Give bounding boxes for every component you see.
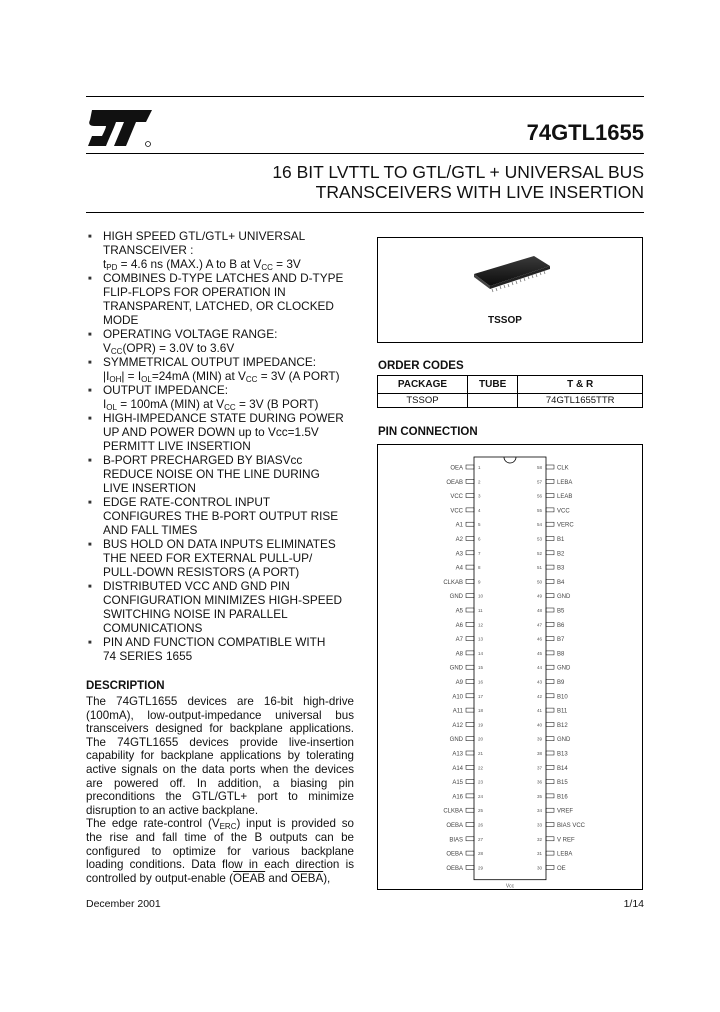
pin-number: 34 bbox=[536, 808, 542, 814]
left-pin bbox=[466, 637, 474, 641]
feature-item bbox=[86, 271, 368, 327]
left-pin bbox=[466, 508, 474, 512]
description-line: The edge rate-control $(V_{ERC})$ input is provided so bbox=[86, 817, 354, 832]
left-pin bbox=[466, 722, 474, 726]
feature-item bbox=[86, 229, 368, 271]
left-pin-label: GND bbox=[449, 737, 463, 744]
table-header-row bbox=[378, 376, 643, 394]
pin-number: 14 bbox=[478, 650, 484, 656]
left-pin bbox=[466, 865, 474, 869]
right-pin-label: V REF bbox=[557, 837, 575, 844]
left-pin bbox=[466, 823, 474, 827]
right-pin bbox=[546, 522, 554, 526]
right-pin-label: B1 bbox=[557, 537, 565, 543]
feature-item bbox=[86, 355, 368, 383]
pin-connection-heading: PIN CONNECTION bbox=[378, 426, 478, 438]
left-pin-label: A10 bbox=[452, 694, 463, 701]
left-pin-label: OEAB bbox=[446, 479, 463, 486]
left-pin bbox=[466, 694, 474, 698]
left-pin-label: A8 bbox=[455, 651, 463, 658]
description-line: capability for backplane applications by tolerating bbox=[86, 749, 354, 763]
right-pin-label: B16 bbox=[557, 794, 568, 801]
feature-line: COMBINES D-TYPE LATCHES AND D-TYPE bbox=[103, 271, 344, 285]
right-pin-label: VREF bbox=[557, 808, 574, 815]
left-pin bbox=[466, 565, 474, 569]
pin-connection-diagram bbox=[378, 445, 642, 889]
description-line: are powered off. In addition, a biasing pin bbox=[86, 776, 354, 790]
pin-number: 32 bbox=[536, 836, 542, 842]
left-pin-label: A3 bbox=[455, 551, 463, 558]
feature-line: SWITCHING NOISE IN PARALLEL bbox=[103, 607, 288, 621]
pin-number: 15 bbox=[478, 665, 484, 671]
left-pin-label: A15 bbox=[452, 780, 463, 787]
bullet-icon: ■ bbox=[88, 500, 92, 506]
left-pin bbox=[466, 837, 474, 841]
left-pin-label: A5 bbox=[455, 608, 463, 615]
feature-line: $t_{PD} = 4.6$ ns (MAX.) A to B at $V_{CC} = 3V$ bbox=[103, 257, 301, 272]
left-pin bbox=[466, 608, 474, 612]
feature-line: COMUNICATIONS bbox=[103, 621, 203, 635]
pin-number: 28 bbox=[478, 851, 484, 857]
right-pin bbox=[546, 794, 554, 798]
left-pin bbox=[466, 551, 474, 555]
left-pin-label: A1 bbox=[455, 522, 463, 529]
left-pin-label: A12 bbox=[452, 722, 463, 729]
feature-line: 74 SERIES 1655 bbox=[103, 649, 193, 663]
left-pin-label: A2 bbox=[455, 537, 463, 543]
pin-number: 39 bbox=[536, 736, 542, 742]
right-pin bbox=[546, 651, 554, 655]
feature-line: PIN AND FUNCTION COMPATIBLE WITH bbox=[103, 635, 326, 649]
right-pin bbox=[546, 479, 554, 483]
feature-line: CONFIGURES THE B-PORT OUTPUT RISE bbox=[103, 509, 339, 523]
bullet-icon: ■ bbox=[88, 332, 92, 338]
left-pin bbox=[466, 808, 474, 812]
right-pin-label: VCC bbox=[557, 508, 570, 515]
pin-number: 40 bbox=[536, 722, 542, 728]
pin-number: 35 bbox=[536, 793, 542, 799]
feature-line: REDUCE NOISE ON THE LINE DURING bbox=[103, 467, 320, 481]
pin-number: 12 bbox=[478, 622, 484, 628]
feature-line: PERMITT LIVE INSERTION bbox=[103, 439, 251, 453]
tssop-package-image bbox=[470, 252, 552, 294]
feature-line: THE NEED FOR EXTERNAL PULL-UP/ bbox=[103, 551, 313, 565]
left-pin bbox=[466, 494, 474, 498]
bullet-icon: ■ bbox=[88, 234, 92, 240]
order-codes-table bbox=[377, 375, 643, 408]
left-pin-label: VCC bbox=[450, 508, 463, 515]
right-pin-label: B9 bbox=[557, 680, 565, 686]
feature-line: OPERATING VOLTAGE RANGE: bbox=[103, 327, 278, 341]
table-cell: 74GTL1655TTR bbox=[518, 394, 643, 408]
pin-number: 58 bbox=[536, 465, 542, 470]
pin-number: 47 bbox=[536, 622, 542, 628]
pin-number: 26 bbox=[478, 822, 484, 828]
feature-line: CONFIGURATION MINIMIZES HIGH-SPEED bbox=[103, 593, 343, 607]
bullet-icon: ■ bbox=[88, 584, 92, 590]
right-pin bbox=[546, 722, 554, 726]
description-line: preconditions the GTL/GTL+ port to minimize bbox=[86, 790, 354, 804]
pin-number: 1 bbox=[478, 465, 481, 470]
left-pin bbox=[466, 522, 474, 526]
right-pin-label: GND bbox=[557, 665, 571, 672]
right-pin-label: LEAB bbox=[557, 494, 573, 501]
feature-line: $I_{OL} = 100mA$ (MIN) at $V_{CC} = 3V$ (B PORT) bbox=[103, 397, 319, 412]
pin-number: 52 bbox=[536, 550, 542, 556]
pin-number: 46 bbox=[536, 636, 542, 642]
pin-number: 7 bbox=[478, 550, 481, 556]
left-pin-label: CLKAB bbox=[443, 579, 463, 586]
ic-bottom-label: Vcc bbox=[505, 883, 515, 889]
header-bottom-rule bbox=[86, 212, 644, 213]
pin-number: 23 bbox=[478, 779, 484, 785]
feature-list bbox=[86, 229, 368, 663]
description-line: controlled by output-enable (OEAB and OEBA), bbox=[86, 871, 331, 885]
left-pin bbox=[466, 751, 474, 755]
left-pin-label: BIAS bbox=[449, 837, 463, 844]
table-row bbox=[378, 394, 643, 408]
left-pin-label: OEBA bbox=[446, 865, 463, 872]
right-pin-label: GND bbox=[557, 737, 571, 744]
left-pin bbox=[466, 479, 474, 483]
pin-number: 57 bbox=[536, 479, 542, 485]
right-pin bbox=[546, 665, 554, 669]
feature-item bbox=[86, 453, 368, 495]
description-body bbox=[86, 695, 354, 885]
left-pin bbox=[466, 465, 474, 469]
bullet-icon: ■ bbox=[88, 416, 92, 422]
right-pin bbox=[546, 765, 554, 769]
left-pin-label: VCC bbox=[450, 494, 463, 501]
description-line: disruption to an active backplane. bbox=[86, 803, 259, 817]
left-pin bbox=[466, 622, 474, 626]
feature-item bbox=[86, 411, 368, 453]
pin-number: 10 bbox=[478, 593, 484, 599]
right-pin-label: LEBA bbox=[557, 851, 573, 858]
left-pin-label: GND bbox=[449, 594, 463, 601]
package-label: TSSOP bbox=[488, 315, 522, 326]
feature-line: HIGH SPEED GTL/GTL+ UNIVERSAL bbox=[103, 229, 306, 243]
right-pin bbox=[546, 594, 554, 598]
pin-number: 2 bbox=[478, 479, 481, 485]
description-line: the rise and fall time of the B outputs can be bbox=[86, 830, 354, 844]
description-paragraph-1 bbox=[86, 695, 354, 817]
description-heading: DESCRIPTION bbox=[86, 680, 165, 692]
left-pin-label: A7 bbox=[455, 637, 463, 644]
pin-number: 49 bbox=[536, 593, 542, 599]
left-pin bbox=[466, 665, 474, 669]
description-line: active signals on the data ports when the devices bbox=[86, 762, 354, 776]
pin-number: 16 bbox=[478, 679, 484, 685]
left-pin-label: OEA bbox=[450, 465, 463, 472]
right-pin bbox=[546, 708, 554, 712]
pin-number: 6 bbox=[478, 536, 481, 542]
column-header: T & R bbox=[518, 376, 643, 394]
right-pin bbox=[546, 537, 554, 541]
pin-number: 41 bbox=[536, 708, 542, 714]
left-pin-label: A16 bbox=[452, 794, 463, 801]
bullet-icon: ■ bbox=[88, 360, 92, 366]
feature-item bbox=[86, 579, 368, 635]
left-pin bbox=[466, 851, 474, 855]
pin-number: 53 bbox=[536, 536, 542, 542]
top-rule bbox=[86, 96, 644, 97]
pin-number: 19 bbox=[478, 722, 484, 728]
description-line: transceivers designed for backplane applications. bbox=[86, 722, 354, 736]
pin-number: 11 bbox=[478, 608, 483, 613]
right-pin bbox=[546, 851, 554, 855]
left-pin-label: A13 bbox=[452, 751, 463, 758]
right-pin bbox=[546, 465, 554, 469]
right-pin-label: B2 bbox=[557, 551, 565, 558]
left-pin bbox=[466, 765, 474, 769]
feature-line: PULL-DOWN RESISTORS (A PORT) bbox=[103, 565, 300, 579]
pin-number: 51 bbox=[536, 565, 542, 571]
feature-line: AND FALL TIMES bbox=[103, 523, 198, 537]
pin-number: 50 bbox=[536, 579, 542, 585]
feature-item bbox=[86, 635, 368, 663]
description-paragraph-2 bbox=[86, 817, 354, 885]
feature-item bbox=[86, 537, 368, 579]
feature-line: $V_{CC}(OPR) = 3.0V$ to 3.6V bbox=[103, 341, 235, 356]
order-codes-heading: ORDER CODES bbox=[378, 360, 464, 372]
right-pin bbox=[546, 622, 554, 626]
pin-number: 43 bbox=[536, 679, 542, 685]
pin-number: 44 bbox=[536, 665, 542, 671]
left-pin bbox=[466, 651, 474, 655]
bullet-icon: ■ bbox=[88, 458, 92, 464]
left-pin bbox=[466, 537, 474, 541]
table-cell: TSSOP bbox=[378, 394, 468, 408]
pin-number: 18 bbox=[478, 708, 484, 714]
table-cell bbox=[467, 394, 518, 408]
left-pin bbox=[466, 579, 474, 583]
title-rule bbox=[86, 153, 644, 154]
right-pin-label: B4 bbox=[557, 579, 565, 586]
pin-number: 25 bbox=[478, 808, 484, 814]
footer-date: December 2001 bbox=[86, 898, 161, 910]
left-pin bbox=[466, 680, 474, 684]
description-line: configured to optimize for various backplane bbox=[86, 844, 354, 858]
left-pin-label: GND bbox=[449, 665, 463, 672]
right-pin-label: B12 bbox=[557, 722, 568, 729]
right-pin-label: B7 bbox=[557, 637, 565, 644]
right-pin bbox=[546, 737, 554, 741]
right-pin-label: B3 bbox=[557, 565, 565, 572]
feature-item bbox=[86, 383, 368, 411]
pin-number: 27 bbox=[478, 836, 484, 842]
right-pin-label: B10 bbox=[557, 694, 568, 701]
feature-line: TRANSPARENT, LATCHED, OR CLOCKED bbox=[103, 299, 334, 313]
feature-line: DISTRIBUTED VCC AND GND PIN bbox=[103, 579, 290, 593]
right-pin-label: GND bbox=[557, 594, 571, 601]
right-pin bbox=[546, 494, 554, 498]
feature-line: MODE bbox=[103, 313, 139, 327]
pin-number: 36 bbox=[536, 779, 542, 785]
feature-line: $|I_{OH}| = I_{OL}=24mA$ (MIN) at $V_{CC} = 3V$ (A PORT) bbox=[103, 369, 340, 384]
left-pin bbox=[466, 708, 474, 712]
bullet-icon: ■ bbox=[88, 276, 92, 282]
right-pin-label: BIAS VCC bbox=[557, 823, 586, 829]
left-pin-label: OEBA bbox=[446, 823, 463, 829]
pin-number: 29 bbox=[478, 865, 484, 871]
feature-item bbox=[86, 495, 368, 537]
left-pin bbox=[466, 737, 474, 741]
pin-number: 5 bbox=[478, 522, 481, 528]
footer-page-number: 1/14 bbox=[623, 898, 644, 910]
left-pin bbox=[466, 794, 474, 798]
bullet-icon: ■ bbox=[88, 640, 92, 646]
right-pin-label: B15 bbox=[557, 780, 568, 787]
right-pin bbox=[546, 637, 554, 641]
right-pin bbox=[546, 565, 554, 569]
pin-number: 56 bbox=[536, 493, 542, 499]
left-pin bbox=[466, 594, 474, 598]
feature-line: TRANSCEIVER : bbox=[103, 243, 194, 257]
right-pin-label: B13 bbox=[557, 751, 568, 758]
ic-notch bbox=[504, 457, 516, 463]
column-header: TUBE bbox=[467, 376, 518, 394]
right-pin bbox=[546, 823, 554, 827]
feature-line: SYMMETRICAL OUTPUT IMPEDANCE: bbox=[103, 355, 317, 369]
left-pin-label: A9 bbox=[455, 680, 463, 686]
feature-line: LIVE INSERTION bbox=[103, 481, 196, 495]
right-pin bbox=[546, 808, 554, 812]
right-pin-label: B8 bbox=[557, 651, 565, 658]
right-pin bbox=[546, 694, 554, 698]
column-header: PACKAGE bbox=[378, 376, 468, 394]
pin-number: 3 bbox=[478, 493, 481, 499]
right-pin bbox=[546, 837, 554, 841]
left-pin-label: CLKBA bbox=[443, 808, 463, 815]
right-pin-label: B11 bbox=[557, 708, 568, 715]
left-pin-label: A14 bbox=[452, 765, 463, 772]
left-pin-label: A6 bbox=[455, 622, 463, 629]
feature-line: B-PORT PRECHARGED BY BIASVcc bbox=[103, 453, 303, 467]
pin-number: 4 bbox=[478, 507, 481, 513]
right-pin bbox=[546, 551, 554, 555]
right-pin-label: B5 bbox=[557, 608, 565, 615]
pin-number: 54 bbox=[536, 522, 542, 528]
right-pin bbox=[546, 751, 554, 755]
pin-number: 55 bbox=[536, 507, 542, 513]
right-pin bbox=[546, 608, 554, 612]
feature-line: EDGE RATE-CONTROL INPUT bbox=[103, 495, 271, 509]
pin-number: 33 bbox=[536, 822, 542, 828]
bullet-icon: ■ bbox=[88, 542, 92, 548]
feature-line: BUS HOLD ON DATA INPUTS ELIMINATES bbox=[103, 537, 336, 551]
ic-body bbox=[474, 457, 546, 880]
pin-number: 9 bbox=[478, 579, 481, 585]
right-pin-label: CLK bbox=[557, 465, 569, 472]
left-pin bbox=[466, 780, 474, 784]
description-line: loading conditions. Data flow in each direction is bbox=[86, 858, 354, 872]
pin-number: 20 bbox=[478, 736, 484, 742]
pin-number: 30 bbox=[536, 865, 542, 871]
right-pin bbox=[546, 680, 554, 684]
st-logo bbox=[86, 106, 154, 150]
pin-number: 21 bbox=[478, 751, 484, 756]
right-pin bbox=[546, 508, 554, 512]
pin-number: 24 bbox=[478, 793, 484, 799]
description-line: The 74GTL1655 devices are 16-bit high-drive bbox=[86, 695, 354, 708]
right-pin bbox=[546, 780, 554, 784]
pin-number: 38 bbox=[536, 751, 542, 756]
pin-number: 22 bbox=[478, 765, 484, 771]
left-pin-label: A11 bbox=[452, 708, 463, 715]
right-pin bbox=[546, 579, 554, 583]
right-pin-label: OE bbox=[557, 865, 566, 872]
description-line: The 74GTL1655 devices provide live-insertion bbox=[86, 735, 354, 749]
right-pin bbox=[546, 865, 554, 869]
right-pin-label: B14 bbox=[557, 765, 568, 772]
right-pin-label: VERC bbox=[557, 522, 574, 529]
part-number: 74GTL1655 bbox=[526, 120, 644, 145]
right-pin-label: LEBA bbox=[557, 479, 573, 486]
pin-number: 42 bbox=[536, 693, 542, 699]
feature-line: FLIP-FLOPS FOR OPERATION IN bbox=[103, 285, 286, 299]
title-line-1: 16 BIT LVTTL TO GTL/GTL + UNIVERSAL BUS bbox=[272, 162, 644, 182]
feature-line: OUTPUT IMPEDANCE: bbox=[103, 383, 228, 397]
pin-number: 48 bbox=[536, 608, 542, 613]
pin-number: 13 bbox=[478, 636, 484, 642]
title-line-2: TRANSCEIVERS WITH LIVE INSERTION bbox=[315, 182, 644, 202]
bullet-icon: ■ bbox=[88, 388, 92, 394]
pin-number: 31 bbox=[536, 851, 542, 857]
feature-line: HIGH-IMPEDANCE STATE DURING POWER bbox=[103, 411, 344, 425]
pin-number: 17 bbox=[478, 693, 484, 699]
pin-number: 8 bbox=[478, 565, 481, 571]
left-pin-label: A4 bbox=[455, 565, 463, 572]
left-pin-label: OEBA bbox=[446, 851, 463, 858]
description-line: (100mA), low-output-impedance universal bus bbox=[86, 708, 354, 722]
right-pin-label: B6 bbox=[557, 622, 565, 629]
pin-number: 45 bbox=[536, 650, 542, 656]
pin-number: 37 bbox=[536, 765, 542, 771]
feature-line: UP AND POWER DOWN up to Vcc=1.5V bbox=[103, 425, 319, 439]
feature-item bbox=[86, 327, 368, 355]
